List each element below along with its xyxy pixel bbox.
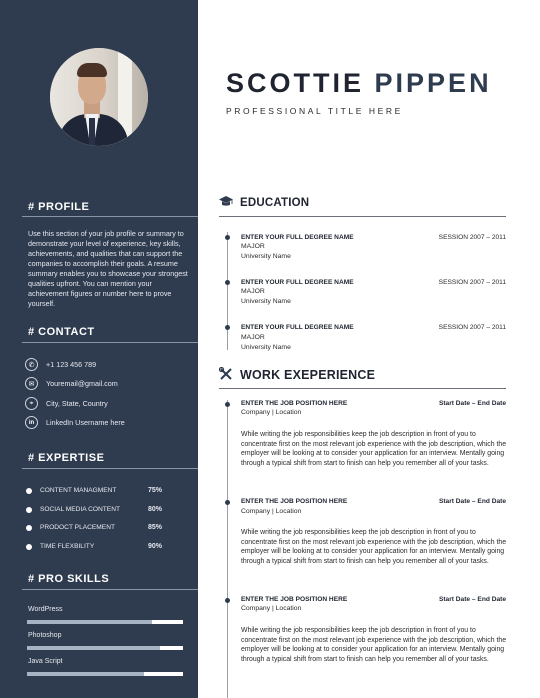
timeline-dot (225, 598, 230, 603)
timeline-dot (225, 325, 230, 330)
job-company: Company | Location (241, 409, 302, 416)
expertise-heading: # EXPERTISE (28, 452, 105, 464)
skill-bar-fill (27, 672, 144, 676)
degree-name: ENTER YOUR FULL DEGREE NAME (241, 234, 354, 241)
skill-bar (27, 646, 183, 650)
first-name: SCOTTIE (226, 68, 365, 98)
job-position: ENTER THE JOB POSITION HERE (241, 400, 348, 407)
job-dates: Start Date – End Date (438, 596, 506, 603)
job-position: ENTER THE JOB POSITION HERE (241, 596, 348, 603)
bullet-icon (26, 488, 32, 494)
contact-email (25, 377, 118, 390)
expertise-value: 85% (148, 524, 163, 531)
skill-name: Photoshop (28, 632, 62, 639)
degree-session: SESSION 2007 – 2011 (438, 279, 506, 286)
divider (22, 216, 198, 217)
education-heading: EDUCATION (240, 197, 310, 209)
expertise-item (26, 506, 176, 513)
timeline-dot (225, 500, 230, 505)
job-description: While writing the job responsibilities keep the job description in front of you to concentrate first on the most relevant job experience with the job description, which the employer will be looking at to consider your application for an interview. Mentally going through a typical shift from start to finish can help you remember all of your tasks. (241, 529, 507, 566)
timeline-dot (225, 402, 230, 407)
job-description: While writing the job responsibilities keep the job description in front of you to concentrate first on the most relevant job experience with the job description, which the employer will be looking at to consider your application for an interview. Mentally going through a typical shift from start to finish can help you remember all of your tasks. (241, 431, 507, 468)
mail-icon: ✉ (25, 377, 38, 390)
contact-phone-text: +1 123 456 789 (46, 360, 97, 369)
last-name: PIPPEN (374, 68, 492, 98)
degree-name: ENTER YOUR FULL DEGREE NAME (241, 324, 354, 331)
profile-summary: Use this section of your job profile or summary to demonstrate your level of experience, key skills, achievements, and qualities that can support the companies to accomplish their goals. A resume summary enables you to showcase your strongest qualities upfront. You can mention your achievement figures or number here to prove yourself. (28, 229, 188, 308)
expertise-name: PRODOCT PLACEMENT (40, 524, 115, 531)
timeline-line (227, 232, 228, 350)
expertise-value: 90% (148, 543, 163, 550)
divider (219, 216, 506, 217)
bullet-icon (26, 525, 32, 531)
candidate-name (226, 68, 492, 99)
expertise-name: CONTENT MANAGMENT (40, 487, 117, 494)
timeline-dot (225, 280, 230, 285)
skill-bar (27, 620, 183, 624)
expertise-value: 75% (148, 487, 163, 494)
timeline-dot (225, 235, 230, 240)
bullet-icon (26, 544, 32, 550)
expertise-item (26, 543, 176, 550)
expertise-item (26, 524, 176, 531)
phone-icon: ✆ (25, 358, 38, 371)
job-dates: Start Date – End Date (438, 400, 506, 407)
location-icon: ⌖ (25, 397, 38, 410)
degree-major: MAJOR (241, 243, 265, 250)
professional-title: PROFESSIONAL TITLE HERE (226, 106, 403, 116)
contact-email-text: Youremail@gmail.com (46, 379, 118, 388)
degree-major: MAJOR (241, 334, 265, 341)
university-name: University Name (241, 253, 291, 260)
skill-name: WordPress (28, 606, 63, 613)
contact-heading: # CONTACT (28, 326, 95, 338)
skill-bar (27, 672, 183, 676)
skill-bar-fill (27, 646, 160, 650)
job-company: Company | Location (241, 508, 302, 515)
divider (22, 589, 198, 590)
skills-heading: # PRO SKILLS (28, 573, 110, 585)
bullet-icon (26, 507, 32, 513)
sidebar (0, 0, 198, 698)
degree-major: MAJOR (241, 288, 265, 295)
graduation-cap-icon (219, 195, 233, 211)
contact-location-text: City, State, Country (46, 399, 108, 408)
contact-location (25, 397, 108, 410)
job-company: Company | Location (241, 605, 302, 612)
timeline-line (227, 400, 228, 698)
job-dates: Start Date – End Date (438, 498, 506, 505)
experience-heading: WORK EXEPERIENCE (240, 368, 376, 382)
divider (22, 342, 198, 343)
divider (22, 468, 198, 469)
degree-session: SESSION 2007 – 2011 (438, 234, 506, 241)
skill-bar-fill (27, 620, 152, 624)
profile-photo (50, 48, 148, 146)
linkedin-icon: in (25, 416, 38, 429)
divider (219, 388, 506, 389)
university-name: University Name (241, 344, 291, 351)
expertise-item (26, 487, 176, 494)
contact-phone (25, 358, 96, 371)
expertise-value: 80% (148, 506, 163, 513)
job-description: While writing the job responsibilities keep the job description in front of you to concentrate first on the most relevant job experience with the job description, which the employer will be looking at to consider your application for an interview. Mentally going through a typical shift from start to finish can help you remember all of your tasks. (241, 627, 507, 664)
contact-linkedin (25, 416, 125, 429)
profile-heading: # PROFILE (28, 201, 90, 213)
contact-linkedin-text: LinkedIn Username here (46, 418, 125, 427)
expertise-name: TIME FLEXBILITY (40, 543, 95, 550)
university-name: University Name (241, 298, 291, 305)
degree-session: SESSION 2007 – 2011 (438, 324, 506, 331)
job-position: ENTER THE JOB POSITION HERE (241, 498, 348, 505)
expertise-name: SOCIAL MEDIA CONTENT (40, 506, 120, 513)
degree-name: ENTER YOUR FULL DEGREE NAME (241, 279, 354, 286)
skill-name: Java Script (28, 658, 63, 665)
tools-icon (219, 367, 233, 384)
